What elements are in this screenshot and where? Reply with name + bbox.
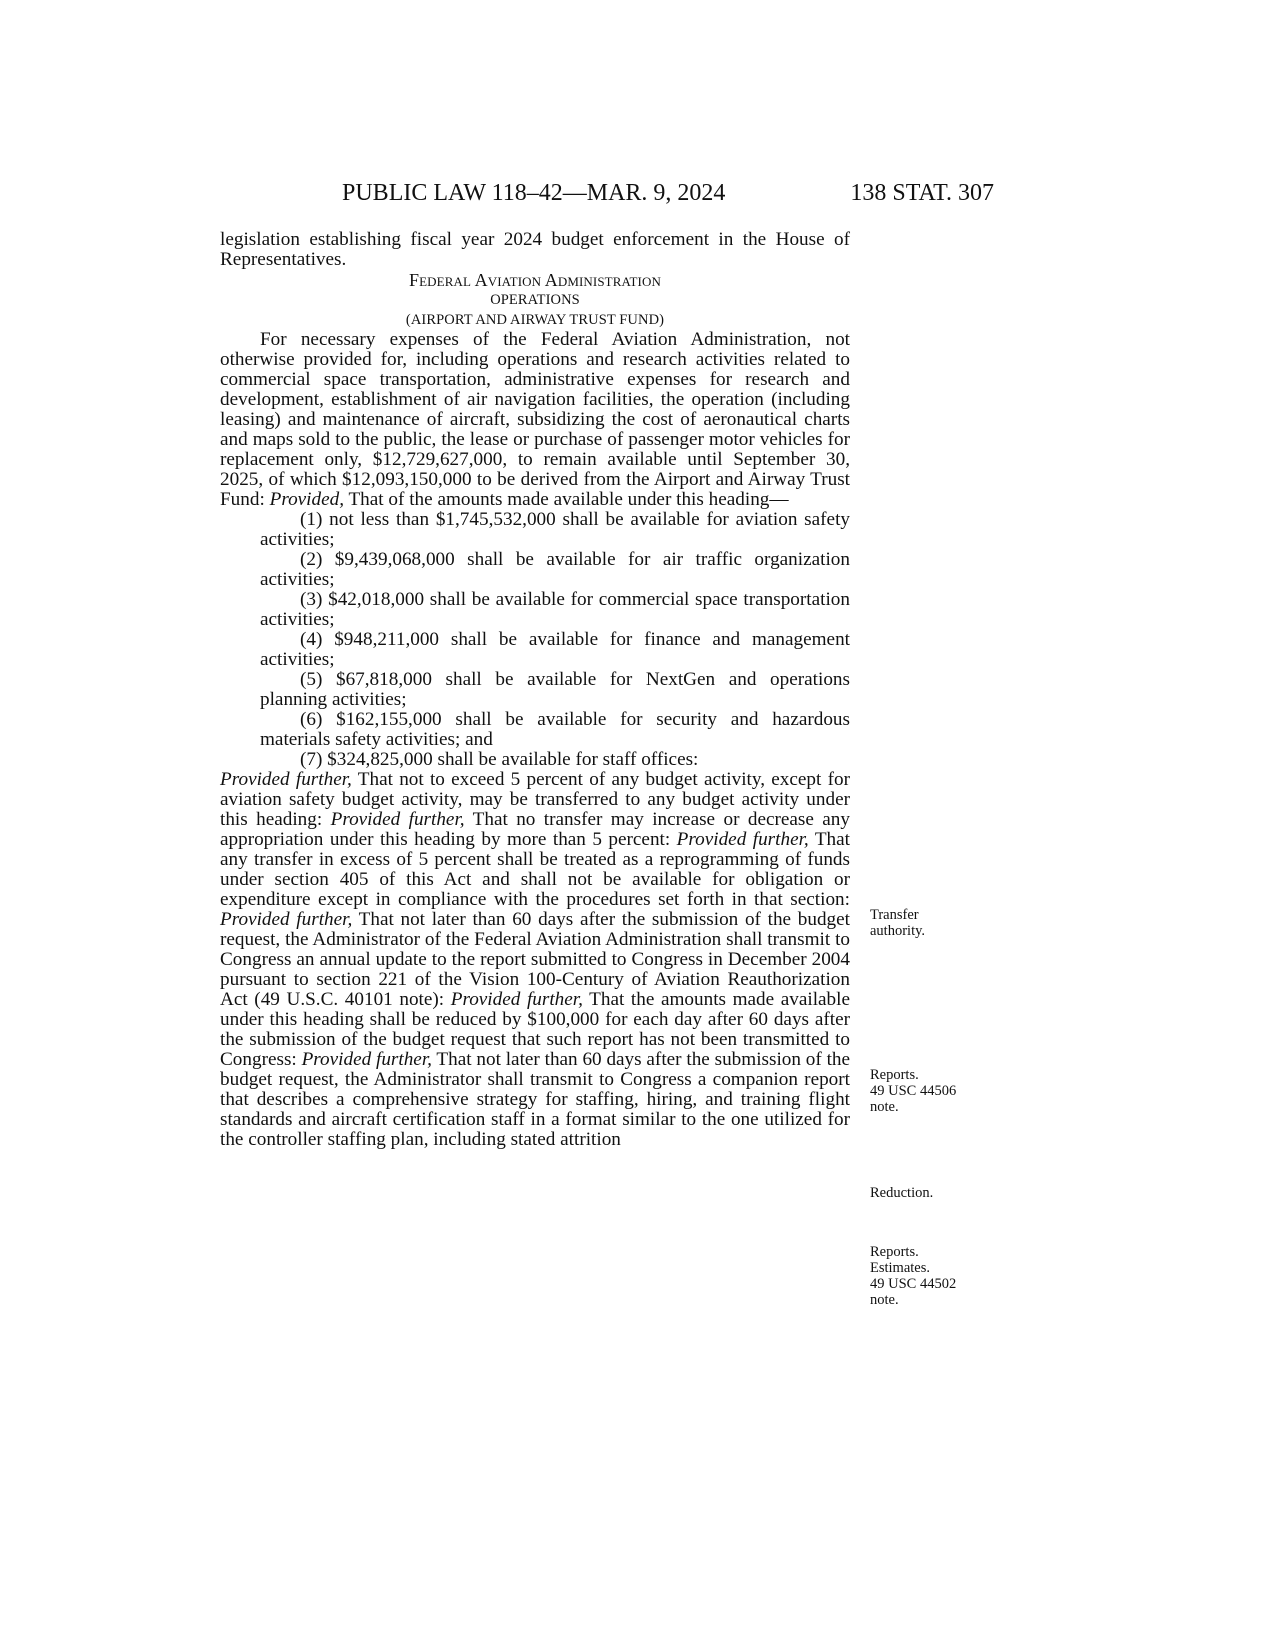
further-word: further, — [526, 989, 583, 1010]
provisos-paragraph — [220, 770, 850, 1150]
proviso-text: That not later than 60 days after the submission of the budget request, the Administrator of the Federal Aviation Administration shall transmit to Congress an annual update to the report submitted to Congress in December 2004 pursuant to section 221 of the Vision 100-Century of Aviation Reauthorization Act (49 U.S.C. 40101 note): — [220, 909, 850, 1010]
margin-note-reports-estimates: Reports. Estimates. 49 USC 44502 note. — [870, 1244, 957, 1308]
statute-page-number: 138 STAT. 307 — [850, 180, 994, 206]
main-text — [220, 230, 850, 1150]
proviso-text: That any transfer in excess of 5 percent shall be treated as a reprogramming of funds under section 405 of this Act and shall not be available for obligation or expenditure except in compliance with the procedures set forth in that section: — [220, 829, 850, 910]
proviso-text: That the amounts made available under this heading shall be reduced by $100,000 for each day after 60 days after the submission of the budget request that such report has not been transmitted to Congress: — [220, 989, 850, 1070]
margin-note-reduction: Reduction. — [870, 1185, 934, 1201]
proviso-text: That no transfer may increase or decrease any appropriation under this heading by more than 5 percent: — [220, 809, 850, 850]
account-heading: OPERATIONS — [490, 292, 580, 308]
provided-word: Provided — [450, 989, 521, 1010]
running-title: PUBLIC LAW 118–42—MAR. 9, 2024 — [342, 180, 726, 206]
list-item: (6) $162,155,000 shall be available for security and hazardous materials safety activities; and — [260, 709, 850, 750]
margin-note-reports: Reports. 49 USC 44506 note. — [870, 1067, 957, 1115]
intro-continuation: That of the amounts made available under this heading— — [344, 489, 789, 510]
lead-in-paragraph: legislation establishing fiscal year 2024 budget enforcement in the House of Representatives. — [220, 229, 850, 270]
list-item: (2) $9,439,068,000 shall be available for air traffic organization activities; — [260, 549, 850, 590]
list-item: (7) $324,825,000 shall be available for staff offices: — [300, 749, 699, 770]
proviso-text: That not later than 60 days after the submission of the budget request, the Administrator shall transmit to Congress a companion report that describes a comprehensive strategy for staffing, hiring, and training flight standards and aircraft certification staff in a format similar to the one utilized for the controller staffing plan, including stated attrition — [220, 1049, 851, 1150]
agency-heading: Federal Aviation Administration — [409, 270, 661, 290]
provided-further: Provided further, — [220, 909, 353, 930]
list-item: (3) $42,018,000 shall be available for commercial space transportation activities; — [260, 589, 850, 630]
fund-heading: (AIRPORT AND AIRWAY TRUST FUND) — [405, 312, 665, 328]
provided-further: Provided further, — [676, 829, 809, 850]
provided-further: Provided further, — [330, 809, 465, 830]
intro-text: For necessary expenses of the Federal Aviation Administration, not otherwise provided for, including operations and research activities related to commercial space transportation, administrative expenses for research and development, establishment of air navigation facilities, the operation (including leasing) and maintenance of aircraft, subsidizing the cost of aeronautical charts and maps sold to the public, the lease or purchase of passenger motor vehicles for replacement only, $12,729,627,000, to remain available until September 30, 2025, of which $12,093,150,000 to be derived from the Airport and Airway Trust Fund: — [220, 329, 850, 510]
list-item: (4) $948,211,000 shall be available for finance and management activities; — [260, 629, 850, 670]
provided-proviso: Provided, — [269, 489, 345, 510]
page-header — [342, 180, 994, 210]
list-item: (1) not less than $1,745,532,000 shall be available for aviation safety activities; — [260, 509, 850, 550]
appropriation-paragraph — [220, 330, 850, 510]
provided-further: Provided further, — [220, 769, 352, 790]
provided-further: Provided further, — [301, 1049, 432, 1070]
margin-note-transfer: Transfer authority. — [870, 907, 926, 939]
proviso-text: That not to exceed 5 percent of any budget activity, except for aviation safety budget activity, may be transferred to any budget activity under this heading: — [220, 769, 850, 830]
list-item: (5) $67,818,000 shall be available for NextGen and operations planning activities; — [260, 669, 850, 710]
